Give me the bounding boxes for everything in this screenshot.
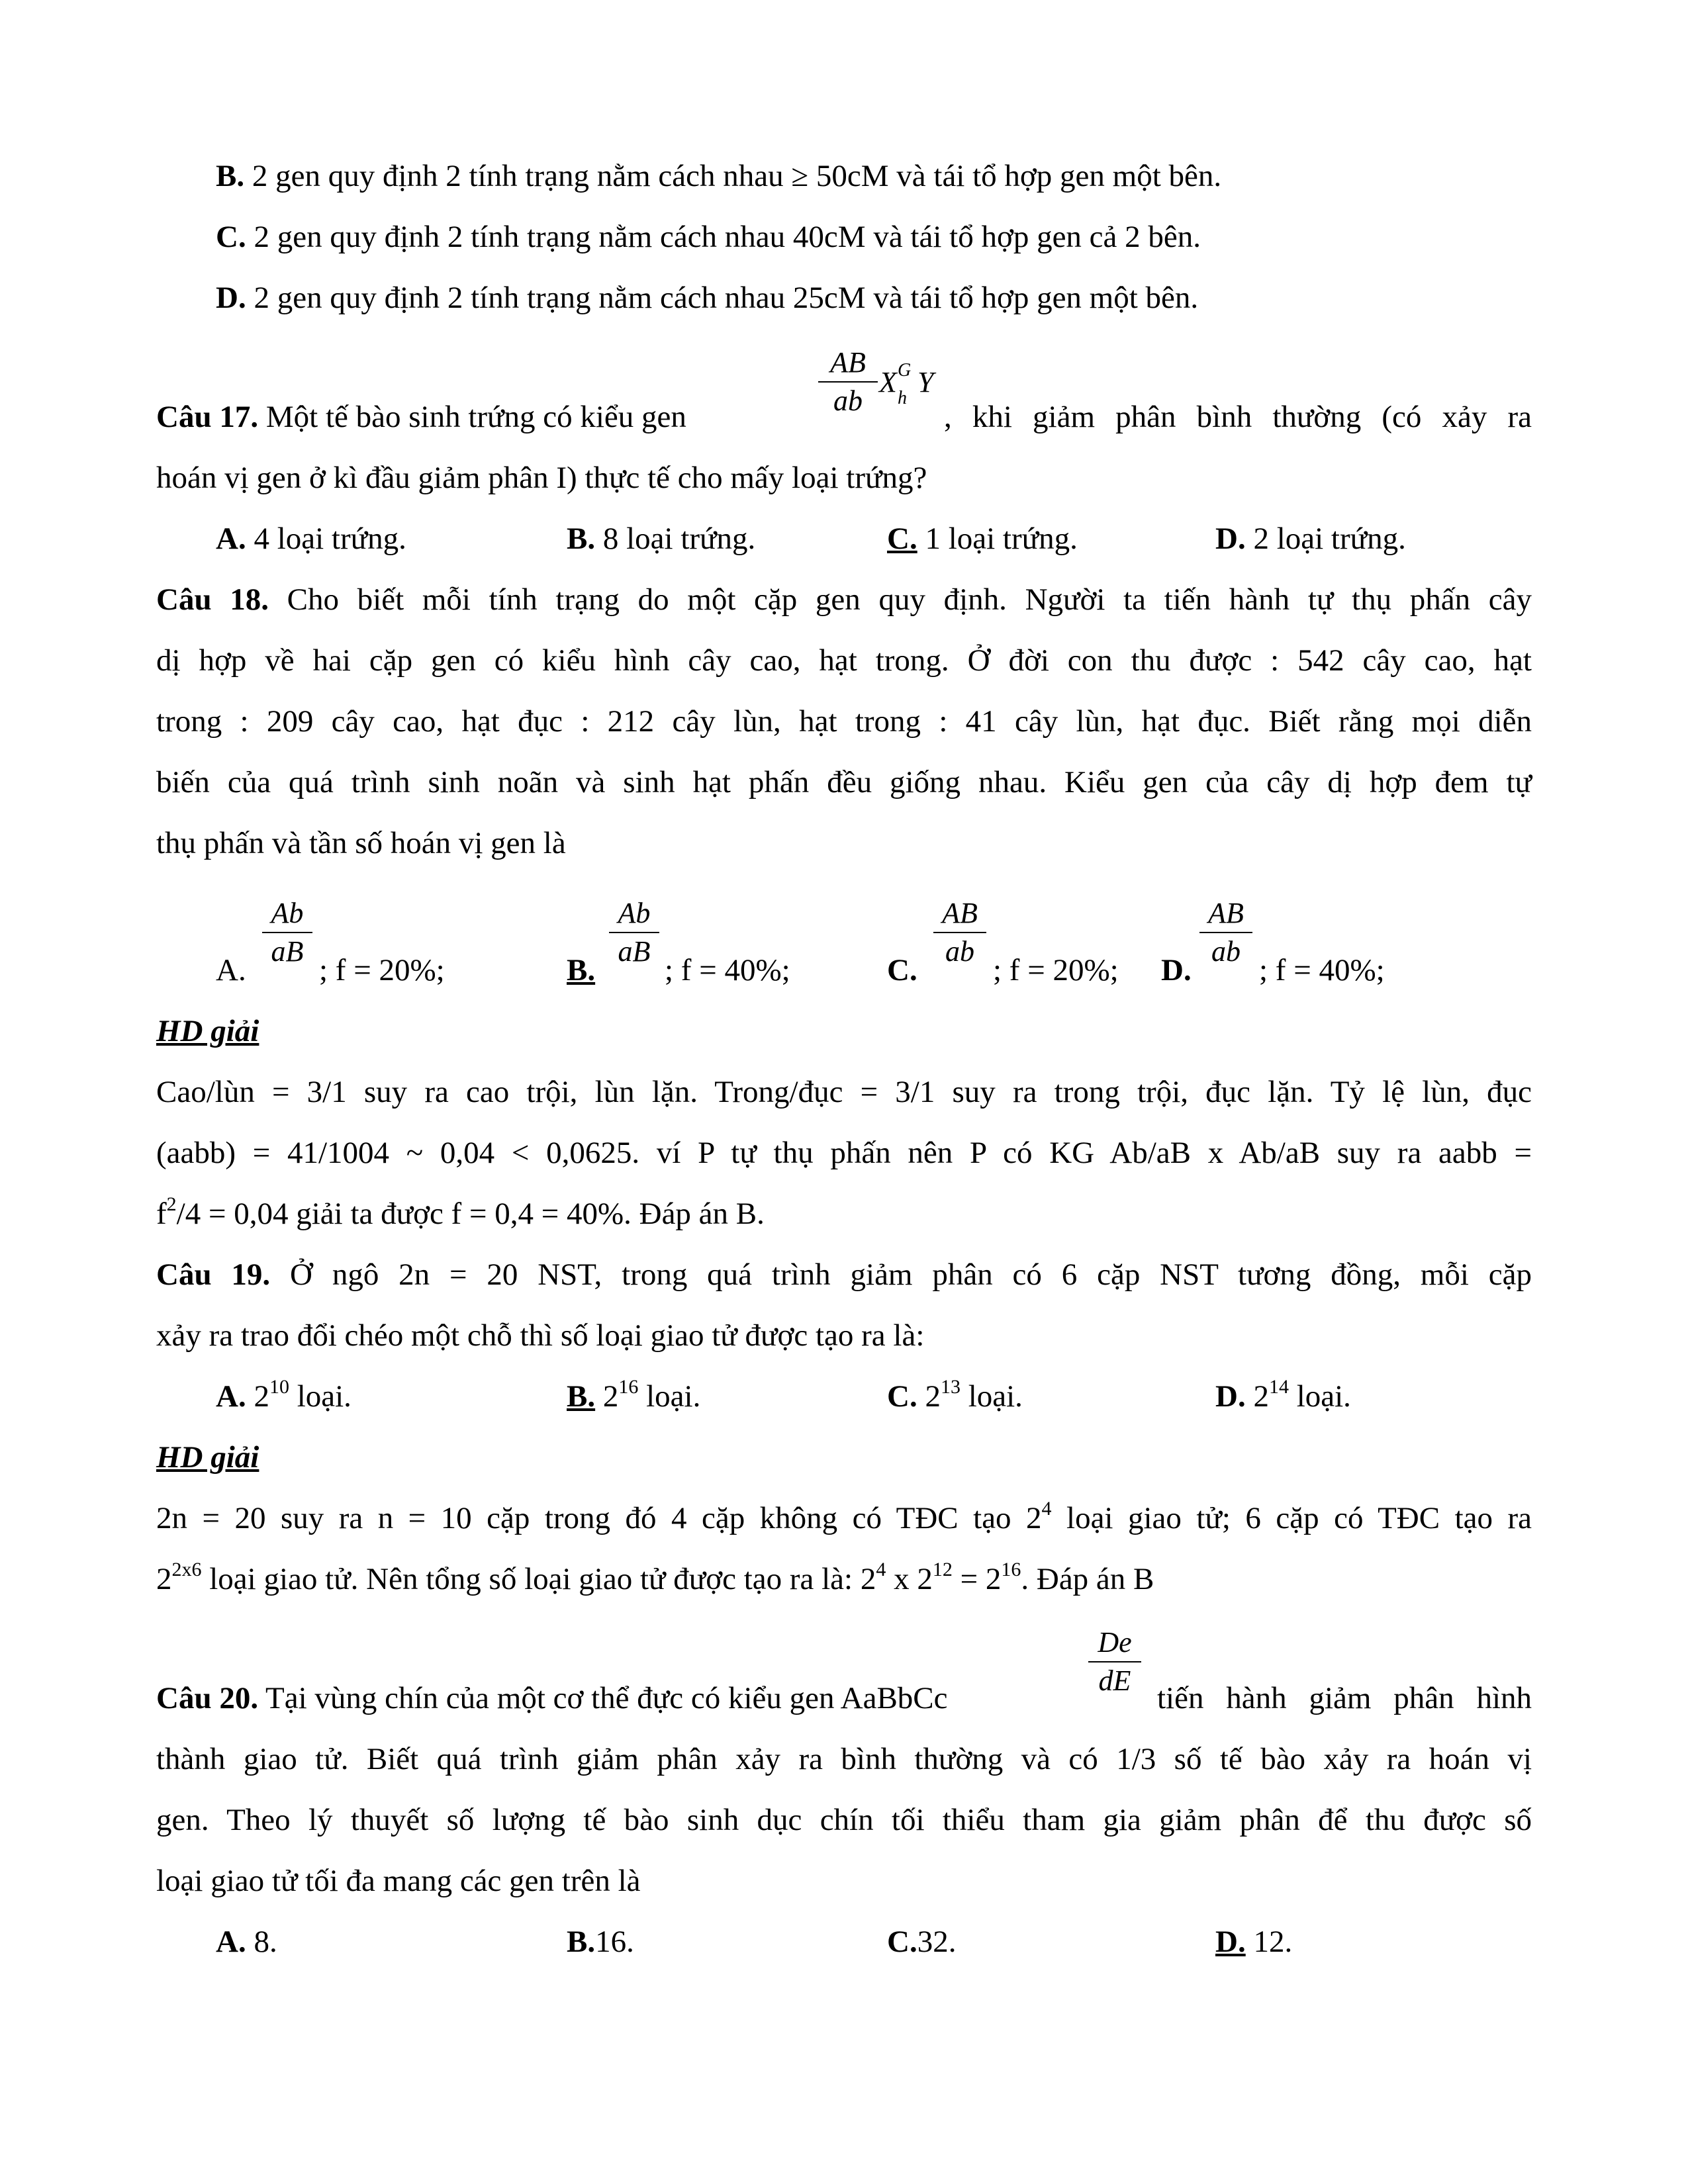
fraction-denominator: aB <box>618 935 651 968</box>
fraction-denominator: ab <box>833 385 863 417</box>
option-text: 8 loại trứng. <box>595 522 756 556</box>
option-label: A. <box>216 522 246 556</box>
q20-stem-part2: tiến hành giảm phân hình <box>1157 1681 1532 1715</box>
q18-option-b-text: ; f = 40%; <box>665 953 790 987</box>
option-text: loại. <box>289 1379 352 1414</box>
option-base: 2 <box>917 1379 941 1414</box>
q19-option-a <box>216 1377 352 1416</box>
q18-option-a-label: A. <box>216 953 246 987</box>
q18-option-b-label-answer: B. <box>567 953 596 987</box>
q20-stem-line3: gen. Theo lý thuyết số lượng tế bào sinh dục chín tối thiểu tham gia giảm phân để thu được số <box>156 1803 1532 1837</box>
question-text: Một tế bào sinh trứng có kiểu gen <box>258 400 686 434</box>
question-label: Câu 17. <box>156 400 259 434</box>
q20-option-b <box>567 1922 634 1962</box>
option-text: loại. <box>960 1379 1023 1414</box>
superscript: 12 <box>932 1559 953 1580</box>
text: 2n = 20 suy ra n = 10 cặp trong đó 4 cặp không có TĐC tạo 2 <box>156 1501 1042 1535</box>
option-label: B. <box>216 159 245 193</box>
option-text: 2 loại trứng. <box>1245 522 1406 556</box>
q19-solution-line1 <box>156 1498 1532 1538</box>
q18-solution-line2: (aabb) = 41/1004 ~ 0,04 < 0,0625. ví P tự thụ phấn nên P có KG Ab/aB x Ab/aB suy ra aabb = <box>156 1136 1532 1170</box>
question-text: Tại vùng chín của một cơ thể đực có kiểu gen AaBbCc <box>258 1681 948 1715</box>
q20-genotype-fraction <box>1088 1624 1141 1700</box>
option-exponent: 13 <box>940 1376 961 1398</box>
q17-option-a <box>216 519 406 559</box>
option-label: C. <box>216 220 246 254</box>
superscript: 2 <box>166 1193 177 1215</box>
q18-stem-line3: trong : 209 cây cao, hạt đục : 212 cây lùn, hạt trong : 41 cây lùn, hạt đục. Biết rằng mọi diễn <box>156 704 1532 739</box>
q19-stem-line2: xảy ra trao đổi chéo một chỗ thì số loại giao tử được tạo ra là: <box>156 1318 925 1353</box>
question-text: Cho biết mỗi tính trạng do một cặp gen quy định. Người ta tiến hành tự thụ phấn cây <box>269 582 1532 617</box>
fraction-numerator: Ab <box>271 897 304 929</box>
q17-stem-part1 <box>156 397 845 437</box>
option-text: 32. <box>917 1925 957 1959</box>
q20-stem-line4: loại giao tử tối đa mang các gen trên là <box>156 1864 641 1898</box>
fraction-denominator: ab <box>945 935 974 968</box>
q20-option-a <box>216 1922 277 1962</box>
x-subscript: h <box>898 388 907 408</box>
q18-option-c-text: ; f = 20%; <box>993 953 1119 987</box>
superscript: 4 <box>876 1559 886 1580</box>
option-label: A. <box>216 1925 246 1959</box>
fraction-numerator: AB <box>942 897 978 929</box>
option-text: 1 loại trứng. <box>917 522 1078 556</box>
option-label: C. <box>887 1379 917 1414</box>
q18-stem-line2: dị hợp về hai cặp gen có kiểu hình cây cao, hạt trong. Ở đời con thu được : 542 cây cao, hạt <box>156 643 1532 678</box>
option-label: D. <box>216 281 246 315</box>
text: loại giao tử. Nên tổng số loại giao tử được tạo ra là: 2 <box>201 1562 876 1596</box>
q19-option-d <box>1215 1377 1351 1416</box>
q17-option-d <box>1215 519 1406 559</box>
text: . Đáp án B <box>1021 1562 1154 1596</box>
option-base: 2 <box>1245 1379 1269 1414</box>
q17-sex-chromosome <box>879 360 952 418</box>
q18-option-d-fraction <box>1199 895 1252 970</box>
option-text: 12. <box>1245 1925 1293 1959</box>
q20-stem-part1 <box>156 1678 1103 1718</box>
option-text: loại. <box>638 1379 701 1414</box>
fraction-denominator: dE <box>1098 1664 1131 1697</box>
q18-stem-line5: thụ phấn và tần số hoán vị gen là <box>156 826 566 860</box>
q18-stem-line4: biến của quá trình sinh noãn và sinh hạt phấn đều giống nhau. Kiểu gen của cây dị hợp đem tự <box>156 765 1532 799</box>
q19-option-c <box>887 1377 1023 1416</box>
option-exponent: 10 <box>269 1376 289 1398</box>
q19-solution-line2 <box>156 1559 1532 1599</box>
q18-option-a-text: ; f = 20%; <box>319 953 445 987</box>
option-label-answer: D. <box>1215 1925 1246 1959</box>
text: /4 = 0,04 giải ta được f = 0,4 = 40%. Đáp án B. <box>176 1197 765 1231</box>
option-text: 4 loại trứng. <box>246 522 406 556</box>
x-superscript: G <box>898 360 912 381</box>
option-exponent: 14 <box>1268 1376 1289 1398</box>
q18-solution-heading: HD giải <box>156 1014 259 1048</box>
option-label-answer: B. <box>567 1379 596 1414</box>
q18-option-d-label: D. <box>1161 953 1192 987</box>
q17-stem-line2: hoán vị gen ở kì đầu giảm phân I) thực tế cho mấy loại trứng? <box>156 461 927 495</box>
superscript: 2x6 <box>171 1559 202 1580</box>
text: f <box>156 1197 167 1231</box>
q18-stem-line1 <box>156 580 1532 619</box>
fraction-denominator: ab <box>1211 935 1241 968</box>
q20-option-d <box>1215 1922 1292 1962</box>
option-text: 8. <box>246 1925 277 1959</box>
q17-genotype-fraction <box>818 344 878 420</box>
fraction-numerator: Ab <box>618 897 651 929</box>
q18-solution-line3 <box>156 1194 1532 1234</box>
question-label: Câu 20. <box>156 1681 259 1715</box>
superscript: 4 <box>1041 1498 1052 1520</box>
superscript: 16 <box>1001 1559 1021 1580</box>
option-label: A. <box>216 1379 246 1414</box>
q20-stem-line2: thành giao tử. Biết quá trình giảm phân xảy ra bình thường và có 1/3 số tế bào xảy ra hoán vị <box>156 1742 1532 1776</box>
option-exponent: 16 <box>618 1376 639 1398</box>
q19-solution-heading: HD giải <box>156 1440 259 1475</box>
fraction-denominator: aB <box>271 935 304 968</box>
q18-option-a-fraction <box>262 895 312 970</box>
option-label: C. <box>887 1925 917 1959</box>
question-label: Câu 19. <box>156 1257 271 1292</box>
q18-option-c-fraction <box>933 895 986 970</box>
q18-option-c-label: C. <box>887 953 917 987</box>
option-text: loại. <box>1288 1379 1351 1414</box>
option-label-answer: C. <box>887 522 917 556</box>
q16-option-d <box>216 278 1591 318</box>
text: x 2 <box>886 1562 933 1596</box>
option-base: 2 <box>595 1379 619 1414</box>
option-label: B. <box>567 1925 596 1959</box>
q17-option-c <box>887 519 1078 559</box>
q19-option-b <box>567 1377 700 1416</box>
option-label: B. <box>567 522 596 556</box>
text: = 2 <box>952 1562 1002 1596</box>
text: loại giao tử; 6 cặp có TĐC tạo ra <box>1051 1501 1532 1535</box>
q18-option-b-fraction <box>609 895 659 970</box>
question-text: Ở ngô 2n = 20 NST, trong quá trình giảm phân có 6 cặp NST tương đồng, mỗi cặp <box>270 1257 1532 1292</box>
text: 2 <box>156 1562 172 1596</box>
option-text: 2 gen quy định 2 tính trạng nằm cách nhau 25cM và tái tổ hợp gen một bên. <box>246 281 1199 315</box>
question-label: Câu 18. <box>156 582 269 617</box>
q17-stem-part2: , khi giảm phân bình thường (có xảy ra <box>944 400 1532 434</box>
x-chromosome: X <box>879 366 897 398</box>
y-chromosome: Y <box>917 366 934 398</box>
option-label: D. <box>1215 522 1246 556</box>
option-label: D. <box>1215 1379 1246 1414</box>
q16-option-c <box>216 217 1591 257</box>
q17-option-b <box>567 519 755 559</box>
fraction-numerator: AB <box>830 346 866 379</box>
q20-option-c <box>887 1922 956 1962</box>
q18-option-d-text: ; f = 40%; <box>1259 953 1385 987</box>
option-text: 2 gen quy định 2 tính trạng nằm cách nhau ≥ 50cM và tái tổ hợp gen một bên. <box>244 159 1222 193</box>
q19-stem-line1 <box>156 1255 1532 1295</box>
option-text: 16. <box>595 1925 634 1959</box>
fraction-numerator: AB <box>1208 897 1244 929</box>
q18-solution-line1: Cao/lùn = 3/1 suy ra cao trội, lùn lặn. Trong/đục = 3/1 suy ra trong trội, đục lặn. Tỷ lệ lùn, đục <box>156 1075 1532 1109</box>
q16-option-b <box>216 156 1591 196</box>
option-base: 2 <box>246 1379 269 1414</box>
fraction-numerator: De <box>1098 1626 1132 1659</box>
option-text: 2 gen quy định 2 tính trạng nằm cách nhau 40cM và tái tổ hợp gen cả 2 bên. <box>246 220 1201 254</box>
